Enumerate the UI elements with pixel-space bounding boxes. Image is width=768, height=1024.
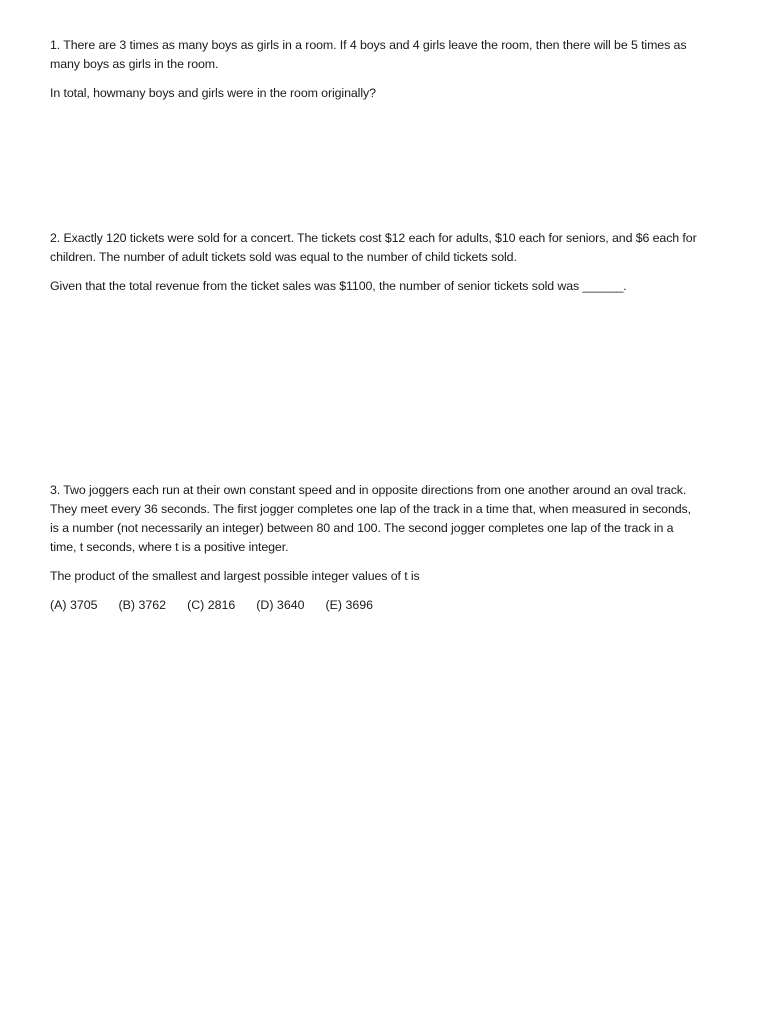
choice-c: (C) 2816 — [187, 598, 236, 612]
problem-1 — [50, 36, 700, 103]
choice-b: (B) 3762 — [118, 598, 167, 612]
choice-d: (D) 3640 — [256, 598, 305, 612]
problem-3-statement: 3. Two joggers each run at their own constant speed and in opposite directions from one another around an oval track. They meet every 36 seconds. The first jogger completes one lap of the track in a time that, when measured in seconds, is a number (not necessarily an integer) between 80 and 100. The second jogger completes one lap of the track in a time, t seconds, where t is a positive integer. — [50, 483, 691, 554]
problem-2 — [50, 229, 700, 296]
problem-2-statement: 2. Exactly 120 tickets were sold for a concert. The tickets cost $12 each for adults, $10 each for seniors, and $6 each for children. The number of adult tickets sold was equal to the number of child tickets sold. — [50, 231, 697, 264]
problem-1-statement: 1. There are 3 times as many boys as girls in a room. If 4 boys and 4 girls leave the room, then there will be 5 times as many boys as girls in the room. — [50, 38, 687, 71]
problem-3-choices — [50, 596, 700, 615]
problem-1-question: In total, howmany boys and girls were in the room originally? — [50, 86, 376, 100]
choice-e: (E) 3696 — [325, 598, 374, 612]
problem-2-question: Given that the total revenue from the ticket sales was $1100, the number of senior tickets sold was ______. — [50, 279, 627, 293]
problem-3-question: The product of the smallest and largest possible integer values of t is — [50, 569, 420, 583]
choice-a: (A) 3705 — [50, 598, 98, 612]
problem-3 — [50, 481, 700, 615]
